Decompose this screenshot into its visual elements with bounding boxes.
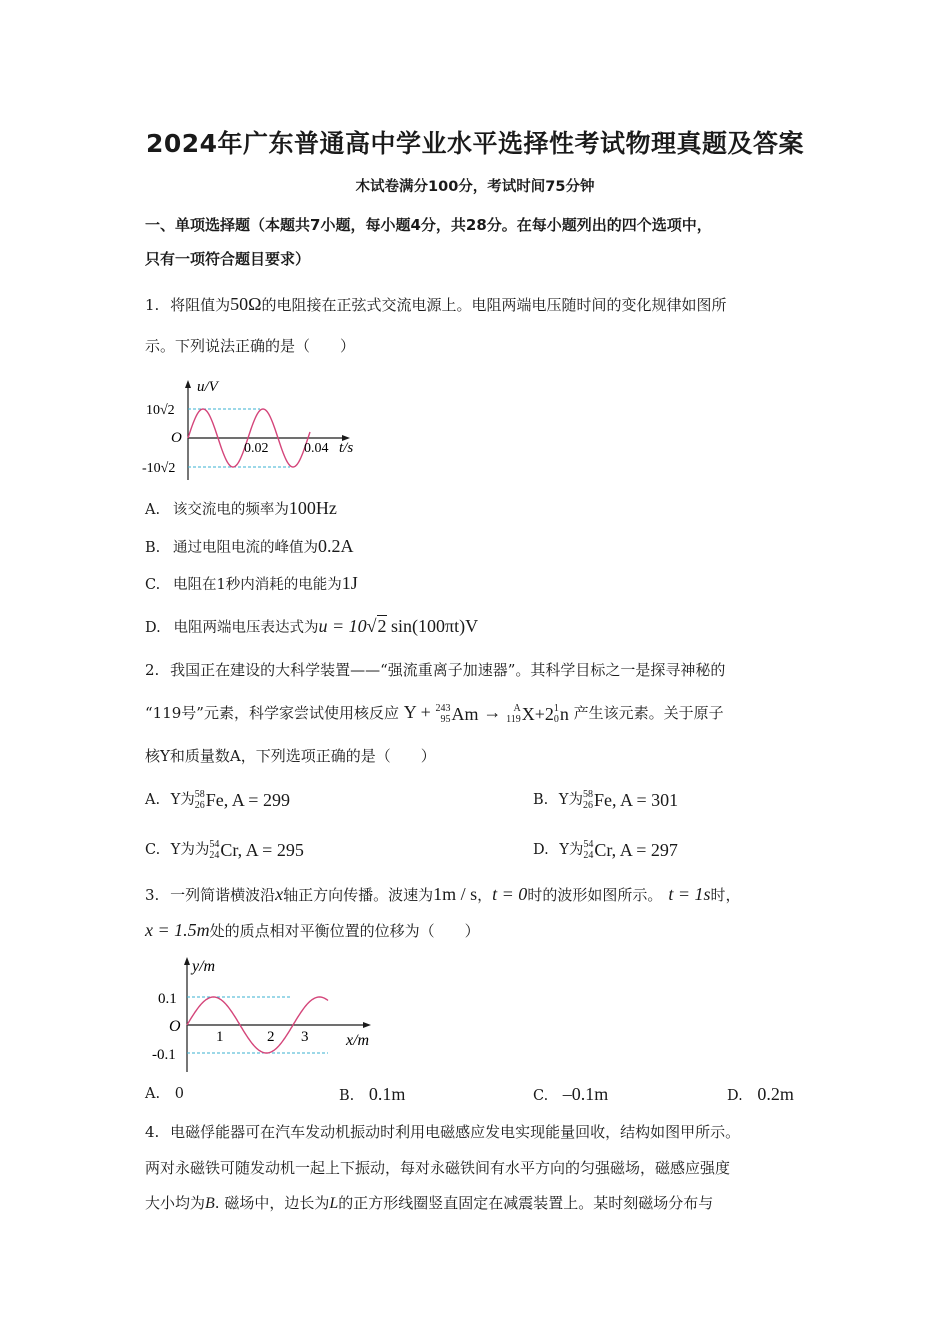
q3-line2: x = 1.5m处的质点相对平衡位置的位移为（ ） [145,920,480,940]
q3-line1: 3. 一列简谐横波沿x轴正方向传播。波速为1m / s，t = 0时的波形如图所示。 t = 1s时， [145,884,741,904]
q2-line1 [145,658,725,682]
q3-y-label: y/m [192,958,216,975]
q3-x-tick-2: 2 [267,1029,275,1045]
q4-line1: 4. 电磁俘能器可在汽车发动机振动时利用电磁感应发电实现能量回收，结构如图甲所示。 [145,1123,741,1141]
q2-nuclide-am: 243 95 Am [435,703,479,725]
q2-option-c: C. Y为为 54 24 Cr, A = 295 [145,839,304,861]
q3-x-axis-arrow [363,1022,371,1028]
q1-text-b: 的电阻接在正弦式交流电源上。电阻两端电压随时间的变化规律如图所 [261,296,727,314]
q3-number: 3. [145,886,160,904]
q2-arrow: → [483,702,502,722]
q2-text-a: 我国正在建设的大科学装置——“强流重离子加速器”。其科学目标之一是探寻神秘的 [170,661,726,679]
exam-info: 木试卷满分100分，考试时间75分钟 [355,179,595,195]
q2-option-b: B. Y为 58 26 Fe, A = 301 [533,789,679,811]
q1-x-tick-1: 0.02 [244,441,269,456]
q4-line3: 大小均为B. 磁场中，边长为L的正方形线圈竖直固定在减震装置上。某时刻磁场分布与 [145,1194,714,1212]
q3-option-b: B. 0.1m [339,1084,406,1104]
q4-number: 4. [145,1123,160,1141]
q1-origin: O [171,430,182,446]
q2-line3: 核Y和质量数A，下列选项正确的是（ ） [145,747,436,765]
q3-option-c: C. –0.1m [533,1084,609,1104]
section-heading-line1: 一、单项选择题（本题共7小题，每小题4分，共28分。在每小题列出的四个选项中， [145,216,712,234]
q1-y-min-label: -10√2 [142,461,176,476]
q1-x-tick-2: 0.04 [304,441,329,456]
q1-option-d: D. 电阻两端电压表达式为u = 10√2 sin(100πt)V [145,616,479,636]
q3-y-axis-arrow [184,957,190,965]
q2-number: 2. [145,661,160,679]
q1-line2: 示。下列说法正确的是（ ） [145,337,356,355]
q2-nuclide-y: Y + [403,702,431,722]
q3-y-min-label: -0.1 [152,1047,176,1063]
q1-resistance: 50Ω [230,294,262,314]
q2-option-d: D. Y为 54 24 Cr, A = 297 [533,839,678,861]
q1-text-a: 将阻值为 [170,296,231,314]
q3-wave-graph [150,954,380,1076]
q2-nuclide-n: 1 0 n [553,703,569,725]
q1-y-max-label: 10√2 [146,403,175,418]
q3-x-tick-1: 1 [216,1029,224,1045]
q1-voltage-graph [140,378,360,482]
section-heading [145,208,805,276]
q4-line2: 两对永磁铁可随发动机一起上下振动，每对永磁铁间有水平方向的匀强磁场，磁感应强度 [145,1159,731,1177]
q1-line1 [145,292,727,317]
q1-option-a: A. 该交流电的频率为100Hz [145,498,337,518]
q3-x-tick-3: 3 [301,1029,309,1045]
q2-nuclide-x: A 119 X+2 [506,703,554,725]
q3-x-label: x/m [346,1032,370,1049]
q1-option-c: C. 电阻在1秒内消耗的电能为1J [145,573,358,593]
q1-number: 1. [145,296,160,314]
q3-option-d: D. 0.2m [727,1084,794,1104]
page-title: 2024年广东普通高中学业水平选择性考试物理真题及答案 [145,129,805,158]
q2-line2: “119号”元素，科学家尝试使用核反应 Y + 243 95 Am → A 119 X+2 1 0 n 产生该元素。关于原子 [145,702,724,725]
section-heading-line2: 只有一项符合题目要求） [145,250,311,268]
q1-y-axis-arrow [185,380,191,388]
q3-option-a: A. 0 [145,1086,184,1102]
q3-origin: O [169,1018,181,1035]
q3-y-max-label: 0.1 [158,991,177,1007]
q1-option-b: B. 通过电阻电流的峰值为0.2A [145,536,354,556]
q1-y-label: u/V [197,379,218,395]
q1-x-label: t/s [339,440,354,456]
q2-option-a: A. Y为 58 26 Fe, A = 299 [145,789,290,811]
